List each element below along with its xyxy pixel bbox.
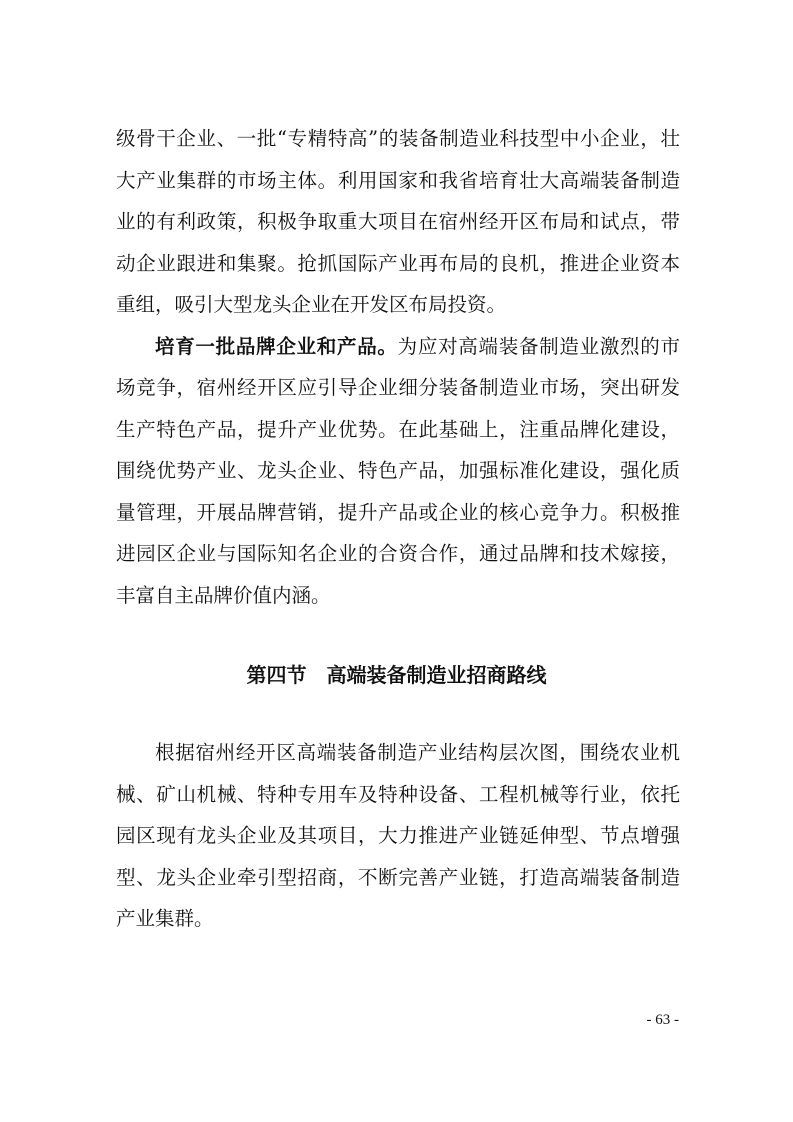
paragraph-investment-route: 根据宿州经开区高端装备制造产业结构层次图，围绕农业机械、矿山机械、特种专用车及特种设备、工程机械等行业，依托园区现有龙头企业及其项目，大力推进产业链延伸型、节点增强型、龙头企业牵引型招商，不断完善产业链，打造高端装备制造产业集群。	[116, 741, 680, 930]
paragraph-lead-heading: 培育一批品牌企业和产品。	[155, 334, 398, 358]
text-block-section	[116, 732, 680, 940]
page-number: - 63 -	[646, 1012, 679, 1028]
text-block-top	[116, 118, 680, 616]
section-heading: 第四节 高端装备制造业招商路线	[246, 663, 547, 687]
paragraph-body: 为应对高端装备制造业激烈的市场竞争，宿州经开区应引导企业细分装备制造业市场，突出研发生产特色产品，提升产业优势。在此基础上，注重品牌化建设，围绕优势产业、龙头企业、特色产品，加强标准化建设，强化质量管理，开展品牌营销，提升产品或企业的核心竞争力。积极推进园区企业与国际知名企业的合资合作，通过品牌和技术嫁接，丰富自主品牌价值内涵。	[116, 334, 680, 607]
paragraph-brand	[116, 326, 680, 617]
paragraph-continued: 级骨干企业、一批“专精特高”的装备制造业科技型中小企业，壮大产业集群的市场主体。利用国家和我省培育壮大高端装备制造业的有利政策，积极争取重大项目在宿州经开区布局和试点，带动企业跟进和集聚。抢抓国际产业再布局的良机，推进企业资本重组，吸引大型龙头企业在开发区布局投资。	[116, 127, 680, 316]
